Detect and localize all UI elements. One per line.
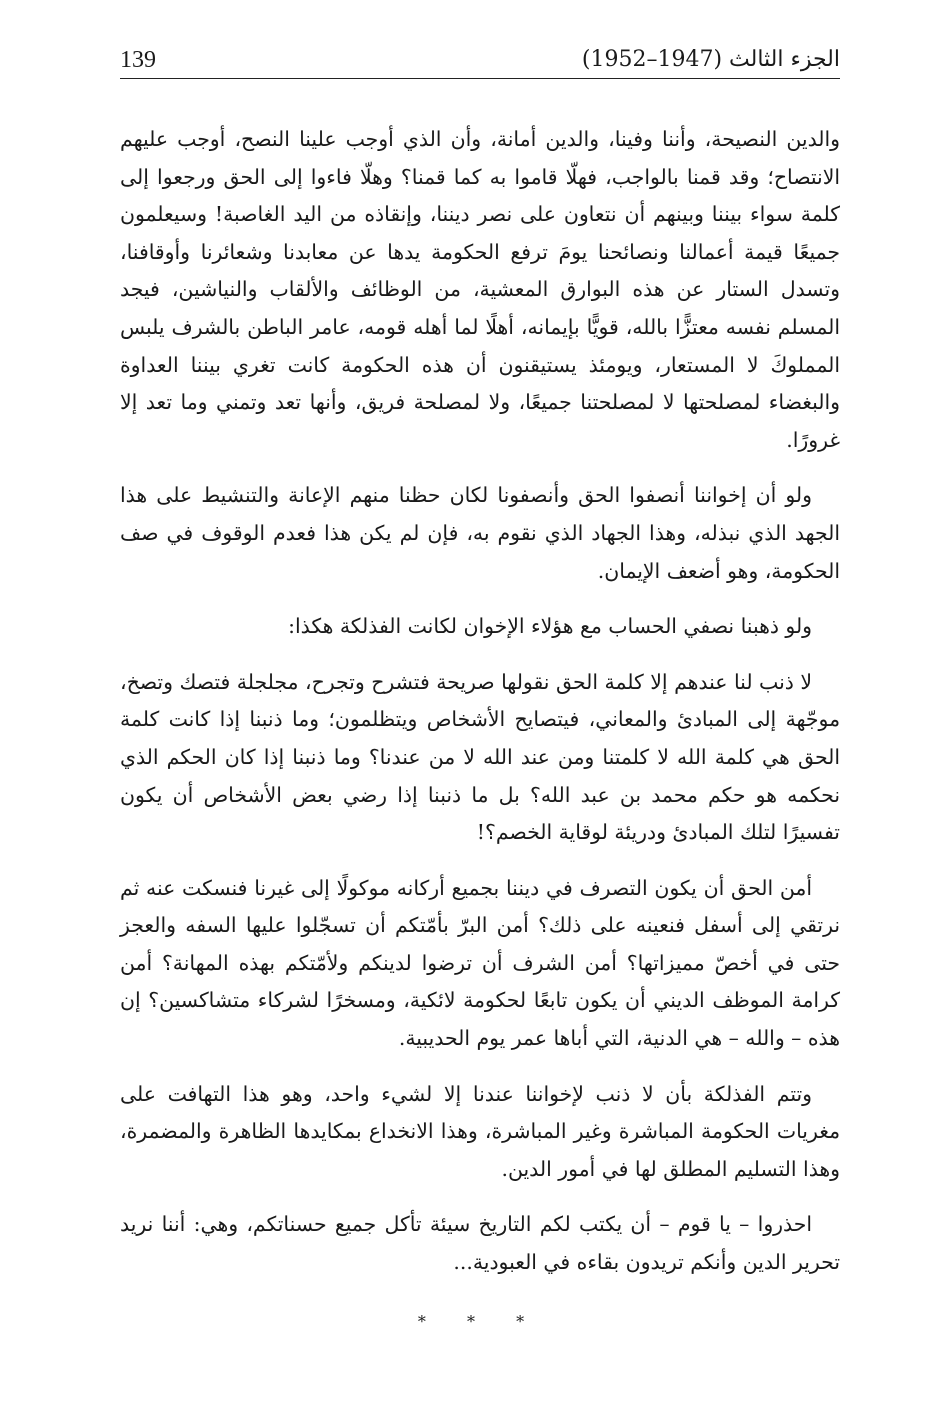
paragraph-7: احذروا – يا قوم – أن يكتب لكم التاريخ سيئة تأكل جميع حسناتكم، وهي: أننا نريد تحرير الدين وأنكم تريدون بقاءه في العبودية... <box>120 1212 840 1275</box>
paragraph-1: والدين النصيحة، وأننا وفينا، والدين أمانة، وأن الذي أوجب علينا النصح، أوجب عليهم الانتصاح؛ وقد قمنا بالواجب، فهلّا قاموا به كما قمنا؟ وهلّا فاءوا إلى الحق ورجعوا إلى كلمة سواء بيننا وبينهم أن نتعاون على نصر ديننا، وإنقاذه من اليد الغاصبة! وسيعلمون جميعًا قيمة أعمالنا ونصائحنا يومَ ترفع الحكومة يدها عن معابدنا وشعائرنا وأوقافنا، وتسدل الستار عن هذه البوارق المعشية، من الوظائف والألقاب والنياشين، فيجد المسلم نفسه معتزًّا بالله، قويًّا بإيمانه، أهلًا لما أهله قومه، عامر الباطن بالشرف يلبس المملوكَ لا المستعار، ويومئذ يستيقنون أن هذه الحكومة كانت تغري بيننا العداوة والبغضاء لمصلحتها لا لمصلحتنا جميعًا، ولا لمصلحة فريق، وأنها تعد وتمني وما تعد إلا غرورًا. <box>120 127 840 452</box>
body-text <box>120 121 840 1331</box>
page-number: 139 <box>120 47 156 73</box>
paragraph-3: ولو ذهبنا نصفي الحساب مع هؤلاء الإخوان لكانت الفذلكة هكذا: <box>288 614 812 639</box>
page-header <box>120 38 840 79</box>
section-separator: * * * <box>417 1311 543 1331</box>
book-page <box>120 38 840 1368</box>
running-title: الجزء الثالث (1947–1952) <box>581 47 840 72</box>
paragraph-4: لا ذنب لنا عندهم إلا كلمة الحق نقولها صريحة فتشرح وتجرح، مجلجلة فتصك وتصخ، موجّهة إلى المبادئ والمعاني، فيتصايح الأشخاص ويتظلمون؛ وما ذنبنا إذا كانت كلمة الحق هي كلمة الله لا كلمتنا ومن عند الله لا من عندنا؟ وما ذنبنا إذا كان الحكم الذي نحكمه هو حكم محمد بن عبد الله؟ بل ما ذنبنا إذا رضي بعض الأشخاص أن يكون تفسيرًا لتلك المبادئ ودريئة لوقاية الخصم؟! <box>120 669 840 845</box>
paragraph-5: أمن الحق أن يكون التصرف في ديننا بجميع أركانه موكولًا إلى غيرنا فنسكت عنه ثم نرتقي إلى أسفل فنعينه على ذلك؟ أمن البرّ بأمّتكم أن تسجّلوا عليها السفه والعجز حتى في أخصّ مميزاتها؟ أمن الشرف أن ترضوا لدينكم ولأمّتكم بهذه المهانة؟ أمن كرامة الموظف الديني أن يكون تابعًا لحكومة لائكية، ومسخرًا لشركاء متشاكسين؟ إن هذه – والله – هي الدنية، التي أباها عمر يوم الحديبية. <box>120 875 840 1051</box>
paragraph-2: ولو أن إخواننا أنصفوا الحق وأنصفونا لكان حظنا منهم الإعانة والتنشيط على هذا الجهد الذي نبذله، وهذا الجهاد الذي نقوم به، فإن لم يكن هذا فعدم الوقوف في صف الحكومة، وهو أضعف الإيمان. <box>120 483 840 583</box>
paragraph-6: وتتم الفذلكة بأن لا ذنب لإخواننا عندنا إلا لشيء واحد، وهو هذا التهافت على مغريات الحكومة المباشرة وغير المباشرة، وهذا الانخداع بمكايدها الظاهرة والمضمرة، وهذا التسليم المطلق لها في أمور الدين. <box>120 1081 840 1181</box>
